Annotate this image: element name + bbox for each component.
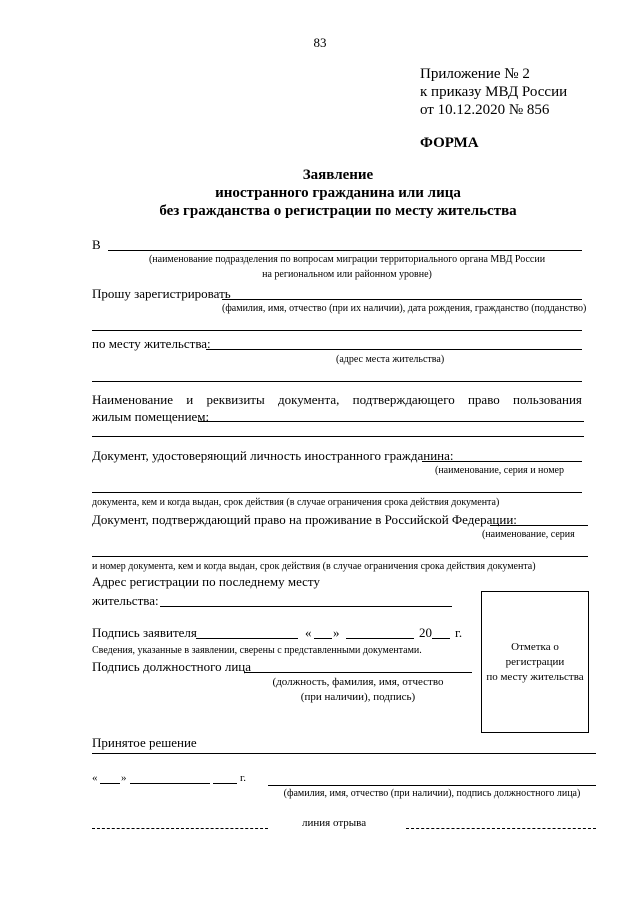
- registration-mark-line-3: по месту жительства: [486, 671, 584, 683]
- tear-line-left: [92, 828, 268, 829]
- residence-right-doc-label: Документ, подтверждающий право на проживание в Российской Федерации:: [92, 512, 517, 527]
- housing-word-6: право: [467, 392, 500, 407]
- bottom-quote-open: «: [92, 772, 98, 784]
- housing-word-2: и: [186, 392, 194, 407]
- signature-year-field[interactable]: [432, 638, 450, 639]
- residence-right-doc-hint-2: и номер документа, кем и когда выдан, срок действия (в случае ограничения срока действия документа): [92, 561, 536, 572]
- bottom-official-field[interactable]: [268, 785, 596, 786]
- bottom-month-field[interactable]: [130, 783, 210, 784]
- verified-text: Сведения, указанные в заявлении, сверены с представленными документами.: [92, 645, 422, 656]
- housing-word-1: Наименование: [92, 392, 173, 407]
- registration-mark-line-1: Отметка о: [511, 641, 559, 653]
- tear-line-right: [406, 828, 596, 829]
- signature-year-suffix: г.: [455, 625, 463, 640]
- appendix-line-1: Приложение № 2: [420, 66, 530, 82]
- applicant-hint: (фамилия, имя, отчество (при их наличии), дата рождения, гражданство (подданство): [222, 303, 587, 314]
- department-field[interactable]: [108, 250, 582, 251]
- form-label: ФОРМА: [420, 135, 479, 151]
- housing-word-5: подтверждающего: [352, 392, 455, 407]
- housing-word-3: реквизиты: [206, 392, 265, 407]
- tear-line-label: линия отрыва: [302, 817, 367, 829]
- bottom-quote-close: »: [121, 772, 127, 784]
- housing-doc-field-2[interactable]: [92, 436, 584, 437]
- identity-doc-field-2[interactable]: [92, 492, 582, 493]
- signature-year-prefix: 20: [419, 625, 432, 640]
- bottom-day-field[interactable]: [100, 783, 120, 784]
- housing-word-7: пользования: [513, 392, 582, 407]
- residence-field[interactable]: [206, 349, 582, 350]
- title-line-3: без гражданства о регистрации по месту жительства: [159, 203, 517, 219]
- department-hint-2: на региональном или районном уровне): [262, 269, 432, 280]
- housing-doc-field[interactable]: [198, 421, 584, 422]
- signature-month-field[interactable]: [346, 638, 414, 639]
- official-signature-label: Подпись должностного лица: [92, 659, 252, 674]
- request-label: Прошу зарегистрировать: [92, 286, 231, 301]
- previous-address-field[interactable]: [160, 606, 452, 607]
- signature-quote-close: »: [333, 625, 340, 640]
- bottom-year-suffix: г.: [240, 772, 247, 784]
- title-line-2: иностранного гражданина или лица: [215, 185, 461, 201]
- registration-mark-line-2: регистрации: [505, 656, 565, 668]
- signature-quote-open: «: [305, 625, 312, 640]
- official-hint-1: (должность, фамилия, имя, отчество: [272, 676, 444, 688]
- appendix-line-3: от 10.12.2020 № 856: [420, 102, 550, 118]
- housing-doc-label: [92, 392, 582, 408]
- signature-day-field[interactable]: [314, 638, 332, 639]
- applicant-field-2[interactable]: [92, 330, 582, 331]
- appendix-line-2: к приказу МВД России: [420, 84, 568, 100]
- official-signature-field[interactable]: [244, 672, 472, 673]
- residence-right-doc-field-2[interactable]: [92, 556, 588, 557]
- identity-doc-hint-1: (наименование, серия и номер: [435, 465, 564, 476]
- bottom-official-hint: (фамилия, имя, отчество (при наличии), подпись должностного лица): [283, 788, 581, 799]
- applicant-field[interactable]: [222, 299, 582, 300]
- applicant-signature-field[interactable]: [196, 638, 298, 639]
- bottom-year-field[interactable]: [213, 783, 237, 784]
- housing-word-4: документа,: [277, 392, 340, 407]
- residence-right-doc-hint-1: (наименование, серия: [482, 529, 575, 540]
- residence-label: по месту жительства:: [92, 336, 211, 351]
- identity-doc-hint-2: документа, кем и когда выдан, срок действия (в случае ограничения срока действия документа): [92, 497, 500, 508]
- previous-address-label-1: Адрес регистрации по последнему месту: [92, 574, 320, 589]
- applicant-signature-label: Подпись заявителя: [92, 625, 197, 640]
- residence-hint: (адрес места жительства): [336, 354, 445, 365]
- official-hint-2: (при наличии), подпись): [300, 691, 416, 703]
- registration-mark-box: [481, 591, 589, 733]
- housing-doc-label-2: жилым помещением:: [92, 409, 210, 424]
- identity-doc-label: Документ, удостоверяющий личность иностранного гражданина:: [92, 448, 454, 463]
- to-prefix: В: [92, 237, 101, 252]
- residence-right-doc-field[interactable]: [490, 525, 588, 526]
- decision-label: Принятое решение: [92, 735, 197, 750]
- department-hint-1: (наименование подразделения по вопросам миграции территориального органа МВД России: [148, 254, 546, 265]
- page-number: 83: [313, 35, 327, 50]
- previous-address-label-2: жительства:: [92, 593, 159, 608]
- title-line-1: Заявление: [302, 167, 374, 183]
- residence-field-2[interactable]: [92, 381, 582, 382]
- decision-field[interactable]: [92, 753, 596, 754]
- identity-doc-field[interactable]: [422, 461, 582, 462]
